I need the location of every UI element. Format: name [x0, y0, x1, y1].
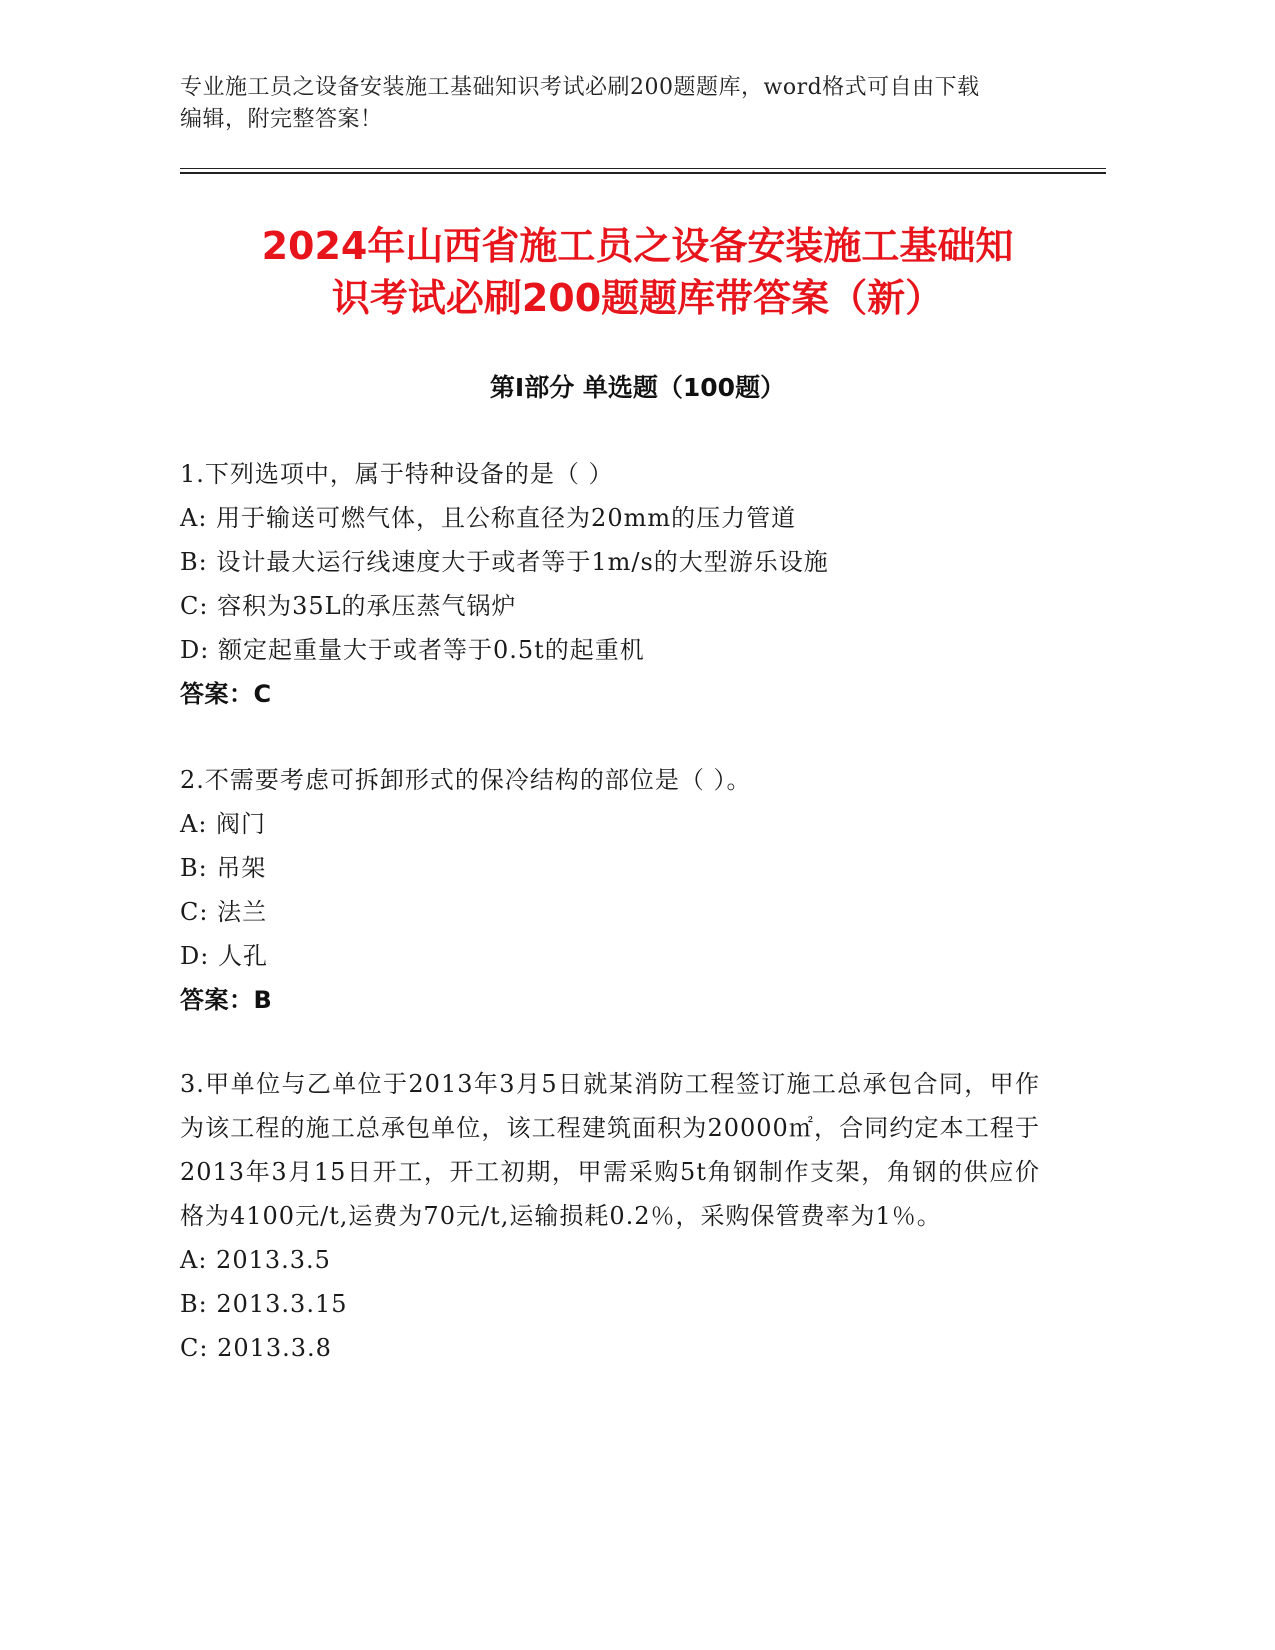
option-a: A: 2013.3.5 [180, 1246, 331, 1274]
option-a: A: 用于输送可燃气体，且公称直径为20mm的压力管道 [180, 504, 797, 532]
option-a: A: 阀门 [180, 810, 267, 838]
answer-label: 答案：B [180, 986, 273, 1014]
option-d: D: 人孔 [180, 942, 268, 970]
header-note-line-1: 专业施工员之设备安装施工基础知识考试必刷200题题库，word格式可自由下载 [180, 75, 980, 100]
option-c: C: 法兰 [180, 898, 268, 926]
document-title-line-1: 2024年山西省施工员之设备安装施工基础知 [261, 224, 1014, 268]
option-c: C: 2013.3.8 [180, 1334, 332, 1362]
option-b: B: 2013.3.15 [180, 1290, 348, 1318]
section-title: 第I部分 单选题（100题） [489, 373, 786, 402]
question-item [180, 1062, 1040, 1370]
header-divider-thick [180, 172, 1106, 174]
option-d: D: 额定起重量大于或者等于0.5t的起重机 [180, 636, 645, 664]
question-item [180, 758, 1040, 1022]
header-divider-thin [180, 168, 1106, 169]
question-stem: 3.甲单位与乙单位于2013年3月5日就某消防工程签订施工总承包合同，甲作为该工程的施工总承包单位，该工程建筑面积为20000㎡，合同约定本工程于2013年3月15日开工，开工初期，甲需采购5t角钢制作支架，角钢的供应价格为4100元/t,运费为70元/t,运输损耗0.2％，采购保管费率为1％。 [180, 1070, 1040, 1230]
option-c: C: 容积为35L的承压蒸气锅炉 [180, 592, 517, 620]
option-b: B: 吊架 [180, 854, 267, 882]
header-note [180, 72, 1060, 136]
question-stem: 2.不需要考虑可拆卸形式的保冷结构的部位是（ ）。 [180, 766, 752, 794]
document-title-line-2: 识考试必刷200题题库带答案（新） [331, 276, 944, 320]
question-stem: 1.下列选项中，属于特种设备的是（ ） [180, 460, 614, 488]
question-item [180, 452, 1040, 716]
answer-label: 答案：C [180, 680, 272, 708]
header-note-line-2: 编辑，附完整答案！ [180, 107, 383, 132]
option-b: B: 设计最大运行线速度大于或者等于1m/s的大型游乐设施 [180, 548, 829, 576]
document-title [150, 220, 1125, 324]
